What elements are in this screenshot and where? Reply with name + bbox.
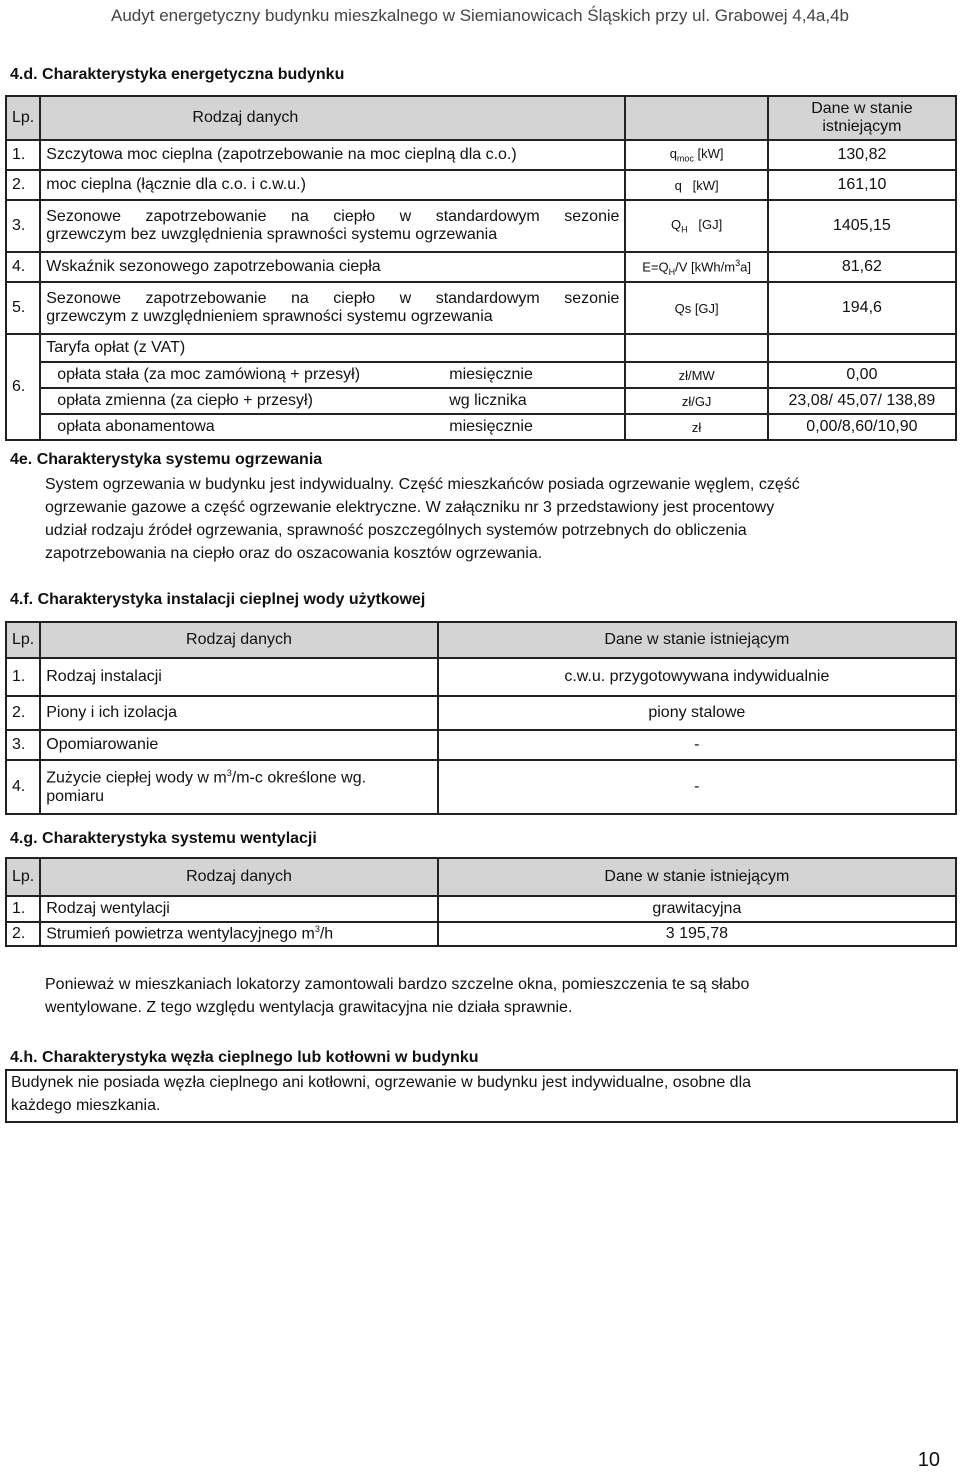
header-dane: Dane w stanie istniejącym — [768, 96, 956, 140]
section-g-text: Ponieważ w mieszkaniach lokatorzy zamontowali bardzo szczelne okna, pomieszczenia te są słabo wentylowane. Z tego względu wentylacja grawitacyjna nie działa sprawnie. — [45, 976, 750, 1016]
header-rodzaj: Rodzaj danych — [40, 96, 625, 140]
running-header: Audyt energetyczny budynku mieszkalnego w Siemianowicach Śląskich przy ul. Grabowej 4,4a,4b — [111, 6, 849, 25]
water-table — [5, 621, 957, 815]
table-row: 2. Strumień powietrza wentylacyjnego $m^3/h$ 3 195,78 — [6, 922, 956, 946]
table-header-row: Lp. Rodzaj danych Dane w stanie istniejącym — [6, 622, 956, 658]
table-row: 3. Sezonowe zapotrzebowanie na ciepło w standardowym sezonie grzewczym bez uwzględnienia sprawności systemu ogrzewania $Q_H$ [GJ] 1405,15 — [6, 200, 956, 252]
table-row: 3. Opomiarowanie - — [6, 730, 956, 760]
section-e-title: 4e. Charakterystyka systemu ogrzewania — [10, 451, 323, 468]
table-row: 2. moc cieplna (łącznie dla c.o. i c.w.u.) q [kW] 161,10 — [6, 170, 956, 200]
table-row: 2. Piony i ich izolacja piony stalowe — [6, 696, 956, 730]
table-header-row: Lp. Rodzaj danych Dane w stanie istniejącym — [6, 858, 956, 896]
tariff-row: opłata abonamentowa miesięcznie zł 0,00/8,60/10,90 — [6, 414, 956, 440]
ventilation-table — [5, 857, 957, 947]
section-f-title: 4.f. Charakterystyka instalacji cieplnej wody użytkowej — [10, 591, 426, 608]
section-d-title: 4.d. Charakterystyka energetyczna budynku — [10, 66, 345, 83]
page-number: 10 — [917, 1449, 940, 1471]
table-row: 1. Rodzaj wentylacji grawitacyjna — [6, 896, 956, 922]
section-g-title: 4.g. Charakterystyka systemu wentylacji — [10, 830, 317, 847]
section-h-box: Budynek nie posiada węzła cieplnego ani kotłowni, ogrzewanie w budynku jest indywidualne, osobne dla każdego mieszkania. — [5, 1069, 958, 1123]
header-lp: Lp. — [6, 96, 40, 140]
table-row: 4. Zużycie ciepłej wody w $m^3/m-c$ określone wg. pomiaru - — [6, 760, 956, 814]
tariff-title-row: 6. Taryfa opłat (z VAT) — [6, 334, 956, 362]
table-row: 4. Wskaźnik sezonowego zapotrzebowania ciepła $E=Q_H/V$ $[kWh/m^3a]$ 81,62 — [6, 252, 956, 282]
tariff-row: opłata stała (za moc zamówioną + przesył) miesięcznie zł/MW 0,00 — [6, 362, 956, 388]
section-h-title: 4.h. Charakterystyka węzła cieplnego lub kotłowni w budynku — [10, 1049, 479, 1066]
table-row: 1. Szczytowa moc cieplna (zapotrzebowanie na moc cieplną dla c.o.) $q_{moc}$ [kW] 130,82 — [6, 140, 956, 170]
table-header-row — [6, 96, 956, 140]
table-row: 5. Sezonowe zapotrzebowanie na ciepło w standardowym sezonie grzewczym z uwzględnieniem sprawności systemu ogrzewania Qs [GJ] 194,6 — [6, 282, 956, 334]
section-e-text: System ogrzewania w budynku jest indywidualny. Część mieszkańców posiada ogrzewanie węglem, część ogrzewanie gazowe a część ogrzewanie elektryczne. W załączniku nr 3 przedstawiony jest procentowy udział rodzaju źródeł ogrzewania, sprawność poszczególnych systemów potrzebnych do obliczenia zapotrzebowania na ciepło oraz do oszacowania kosztów ogrzewania. — [45, 476, 800, 562]
table-row: 1. Rodzaj instalacji c.w.u. przygotowywana indywidualnie — [6, 658, 956, 696]
tariff-row: opłata zmienna (za ciepło + przesył) wg licznika zł/GJ 23,08/ 45,07/ 138,89 — [6, 388, 956, 414]
energy-table — [5, 95, 957, 441]
